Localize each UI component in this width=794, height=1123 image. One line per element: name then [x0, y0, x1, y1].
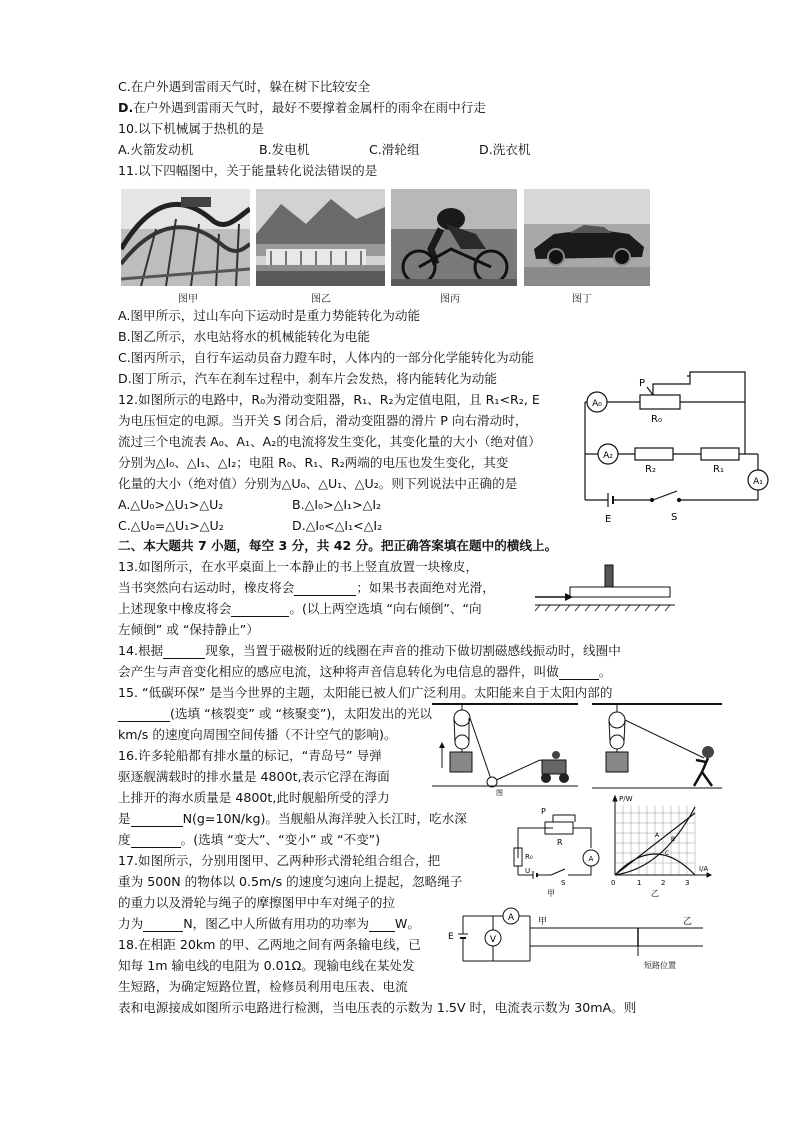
q10-option-c: C.滑轮组 [369, 142, 420, 157]
text: 现象，当置于磁极附近的线圈在声音的推动下做切割磁感线振动时，线圈中 [205, 643, 621, 658]
q10-stem: 10.以下机械属于热机的是 [118, 121, 264, 136]
answer-blank[interactable] [143, 919, 183, 932]
answer-blank[interactable] [559, 667, 599, 680]
pulley-jia-label: 图 [496, 789, 503, 797]
q9-option-d [118, 99, 486, 116]
q13-stem-4: 左倾倒” 或 “保持静止”） [118, 622, 259, 637]
q18-stem-3: 生短路，为确定短路位置，检修员利用电压表、电流 [118, 979, 408, 994]
resistor-r1-label: R₁ [713, 464, 724, 475]
text: 度 [118, 832, 131, 847]
graph-origin-label: 0 [611, 879, 616, 887]
graph-x-tick-2: 2 [661, 879, 666, 887]
q12-stem-5: 化量的大小（绝对值）分别为△U₀、△U₁、△U₂。则下列说法中正确的是 [118, 476, 518, 491]
option-letter: D. [118, 100, 134, 115]
q12-option-c: C.△U₀=△U₁>△U₂ [118, 518, 224, 533]
fig-ding-caption: 图丁 [572, 294, 592, 305]
q18-stem-4: 表和电源接成如图所示电路进行检测，当电压表的示数为 1.5V 时，电流表示数为 30mA。则 [118, 1000, 637, 1015]
graph-circuit-u-label: U [525, 867, 531, 875]
q12-option-a: A.△U₀>△U₁>△U₂ [118, 497, 224, 512]
text: 14.根据 [118, 643, 164, 658]
section-two-heading: 二、本大题共 7 小题，每空 3 分，共 42 分。把正确答案填在题中的横线上。 [118, 538, 558, 553]
graph-x-axis-label: I/A [699, 865, 709, 873]
q12-stem-1: 12.如图所示的电路中，R₀为滑动变阻器，R₁、R₂为定值电阻，且 R₁<R₂, E [118, 392, 540, 407]
q18-ammeter-label: A [507, 913, 515, 923]
fig-yi-caption: 图乙 [311, 294, 331, 305]
q12-stem-2: 为电压恒定的电源。当开关 S 闭合后，滑动变阻器的滑片 P 向右滑动时， [118, 413, 528, 428]
graph-circuit-r0-label: R₀ [525, 853, 533, 861]
text: N，图乙中人所做有用功的功率为 [183, 916, 369, 931]
graph-curve-a-label: A [655, 832, 660, 839]
answer-blank[interactable] [231, 604, 289, 617]
text: 会产生与声音变化相应的感应电流，这种将声音信息转化为电信息的器件，叫做 [118, 664, 559, 679]
q16-stem-3: 上排开的海水质量是 4800t,此时舰船所受的浮力 [118, 790, 390, 805]
cyclist-photo [391, 189, 517, 286]
q11-option-c: C.图丙所示，自行车运动员奋力蹬车时，人体内的一部分化学能转化为动能 [118, 350, 534, 365]
graph-y-axis-label: P/W [619, 795, 633, 803]
text: 力为 [118, 916, 144, 931]
text: 是 [118, 811, 131, 826]
answer-blank[interactable] [369, 919, 395, 932]
q10-option-a: A.火箭发动机 [118, 142, 194, 157]
q9-option-c: C.在户外遇到雷雨天气时，躲在树下比较安全 [118, 79, 371, 94]
q12-option-d: D.△I₀<△I₁<△I₂ [292, 518, 383, 533]
answer-blank[interactable] [163, 646, 205, 659]
graph-curve-c-label: C [665, 850, 670, 857]
q18-source-label: E [448, 932, 454, 942]
q15-stem-1: 15. “低碳环保” 是当今世界的主题，太阳能已被人们广泛利用。太阳能来自于太阳内部的 [118, 685, 613, 700]
q17-stem-2: 重为 500N 的物体以 0.5m/s 的速度匀速向上提起，忽略绳子 [118, 874, 463, 889]
q13-stem-2 [118, 579, 495, 596]
q18-circuit-diagram [448, 906, 708, 976]
q17-stem-1: 17.如图所示，分别用图甲、乙两种形式滑轮组合组合，把 [118, 853, 441, 868]
q13-stem-1: 13.如图所示，在水平桌面上一本静止的书上竖直放置一块橡皮， [118, 559, 479, 574]
q12-stem-4: 分别为△I₀、△I₁、△I₂；电阻 R₀、R₁、R₂两端的电压也发生变化，其变 [118, 455, 509, 470]
answer-blank[interactable] [131, 814, 183, 827]
resistor-r2-label: R₂ [645, 464, 656, 475]
q14-stem-2 [118, 663, 611, 680]
q12-stem-3: 流过三个电流表 A₀、A₁、A₂的电流将发生变化，其变化量的大小（绝对值） [118, 434, 541, 449]
q16-stem-5 [118, 831, 380, 848]
text: 上述现象中橡皮将会 [118, 601, 232, 616]
q18-stem-2: 知每 1m 输电线的电阻为 0.01Ω。现输电线在某处发 [118, 958, 415, 973]
q18-stem-1: 18.在相距 20km 的甲、乙两地之间有两条输电线，已 [118, 937, 421, 952]
race-car-photo [524, 189, 650, 286]
book-eraser-figure [535, 565, 675, 615]
switch-s-label: S [671, 512, 678, 523]
resistor-r0-label: R₀ [651, 414, 662, 425]
fig-jia-caption: 图甲 [178, 294, 198, 305]
text: 当书突然向右运动时，橡皮将会 [118, 580, 295, 595]
graph-curve-b-label: B [671, 836, 676, 843]
q16-stem-1: 16.许多轮船都有排水量的标记，“青岛号” 导弹 [118, 748, 382, 763]
ammeter-a1-label: A₁ [753, 477, 763, 487]
option-text: 在户外遇到雷雨天气时，最好不要撑着金属杆的雨伞在雨中行走 [133, 100, 486, 115]
text: 。 [598, 664, 612, 679]
q18-yi-label: 乙 [683, 917, 693, 927]
answer-blank[interactable] [118, 709, 170, 722]
graph-yi-label: 乙 [651, 889, 659, 898]
answer-blank[interactable] [131, 835, 181, 848]
q14-stem-1 [118, 642, 621, 659]
graph-circuit-r-label: R [557, 838, 563, 847]
slider-p-label: P [639, 378, 646, 389]
q17-stem-3: 的重力以及滑轮与绳子的摩擦图甲中车对绳子的拉 [118, 895, 396, 910]
text: ；如果书表面绝对光滑， [356, 580, 495, 595]
power-graph-figure [513, 793, 713, 898]
text: 。(以上两空选填 “向右倾倒”、“向 [289, 601, 482, 616]
answer-blank[interactable] [294, 583, 356, 596]
text: (选填 “核裂变” 或 “核聚变”)，太阳发出的光以 [170, 706, 433, 721]
q17-stem-4 [118, 915, 420, 932]
q13-stem-3 [118, 600, 482, 617]
q18-jia-label: 甲 [538, 917, 548, 927]
text: 。(选填 “变大”、“变小” 或 “不变”) [180, 832, 381, 847]
text: N(g=10N/kg)。当舰船从海洋驶入长江时，吃水深 [182, 811, 467, 826]
q11-option-b: B.图乙所示，水电站将水的机械能转化为电能 [118, 329, 370, 344]
source-e-label: E [605, 514, 612, 525]
q12-circuit-diagram [575, 372, 794, 532]
ammeter-a2-label: A₂ [603, 451, 613, 461]
q15-stem-2 [118, 705, 432, 722]
pulley-figure [432, 700, 722, 797]
graph-x-tick-3: 3 [685, 879, 690, 887]
q10-option-d: D.洗衣机 [479, 142, 531, 157]
q15-stem-3: km/s 的速度向周围空间传播（不计空气的影响)。 [118, 727, 397, 742]
text: W。 [394, 916, 420, 931]
q11-option-a: A.图甲所示，过山车向下运动时是重力势能转化为动能 [118, 308, 421, 323]
q18-voltmeter-label: V [489, 935, 497, 945]
ammeter-a0-label: A₀ [592, 399, 602, 409]
graph-circuit-p-label: P [541, 807, 546, 816]
graph-circuit-s-label: S [561, 879, 566, 887]
graph-circuit-ammeter-label: A [588, 855, 594, 863]
roller-coaster-photo [121, 189, 250, 286]
fig-bing-caption: 图丙 [440, 294, 460, 305]
q11-option-d: D.图丁所示，汽车在刹车过程中，刹车片会发热，将内能转化为动能 [118, 371, 497, 386]
q11-stem: 11.以下四幅图中，关于能量转化说法错误的是 [118, 163, 378, 178]
q16-stem-2: 驱逐舰满载时的排水量是 4800t,表示它浮在海面 [118, 769, 390, 784]
graph-circuit-jia-label: 甲 [547, 889, 555, 898]
q18-short-location-label: 短路位置 [644, 961, 676, 970]
q12-option-b: B.△I₀>△I₁>△I₂ [292, 497, 382, 512]
hydropower-dam-photo [256, 189, 385, 286]
q10-option-b: B.发电机 [259, 142, 310, 157]
graph-x-tick-1: 1 [637, 879, 642, 887]
q16-stem-4 [118, 810, 467, 827]
